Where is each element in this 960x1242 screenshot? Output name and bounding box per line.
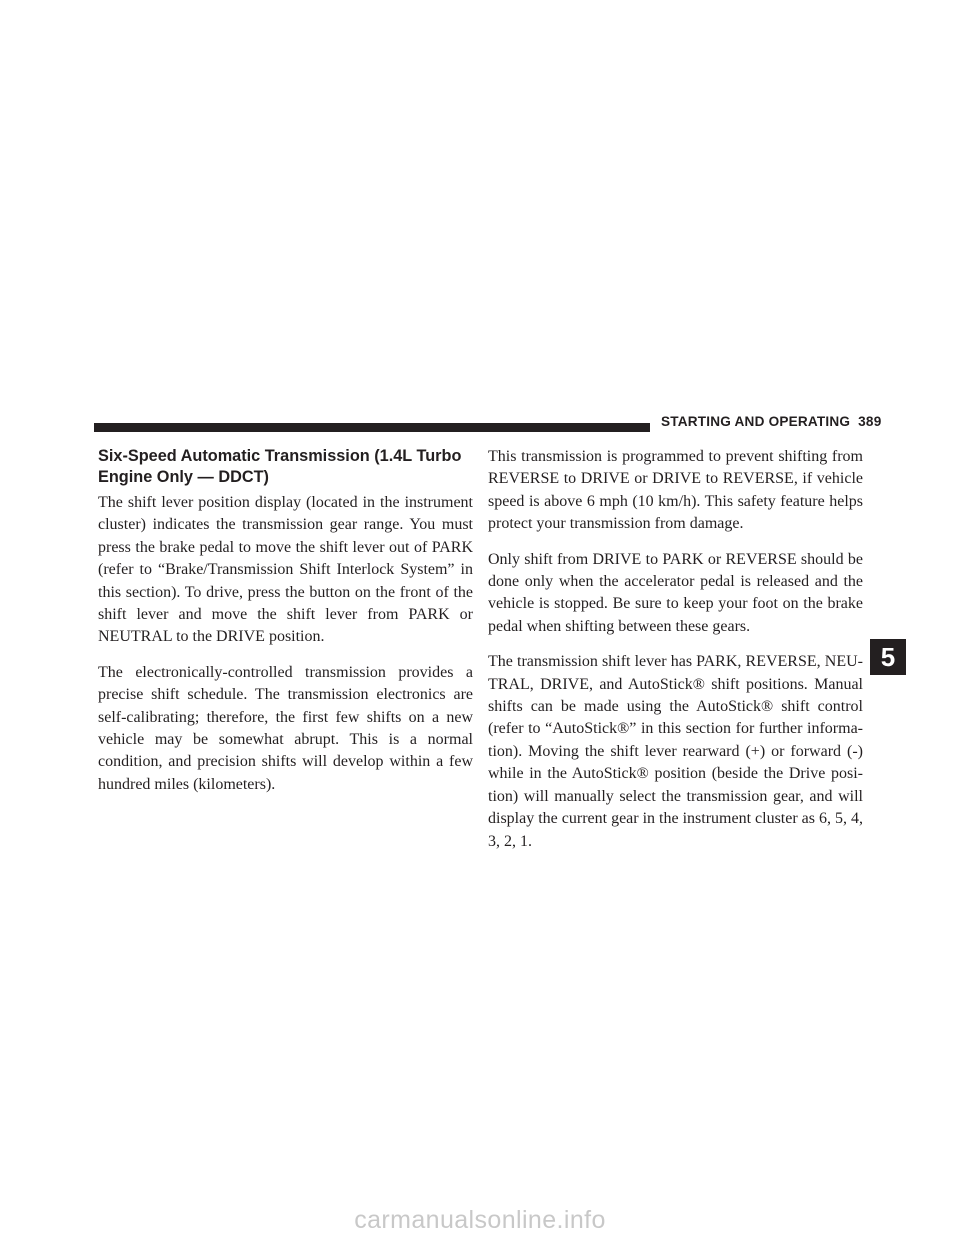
header-rule: [94, 423, 650, 432]
section-title: Six-Speed Automatic Transmission (1.4L Turbo Engine Only — DDCT): [98, 447, 462, 486]
page-number: 389: [858, 414, 882, 429]
running-header: [661, 414, 881, 429]
paragraph-reverse-drive-lockout: This transmission is programmed to prevent shifting from REVERSE to DRIVE or DRIVE to REVERSE, if vehicle speed is above 6 mph (10 km/h). This safety feature helps protect your transmission from damage.: [488, 448, 863, 533]
chapter-tab: 5: [870, 639, 906, 675]
header-section-title: STARTING AND OPERATING: [661, 414, 851, 429]
left-column: [98, 446, 473, 809]
right-column: [488, 446, 863, 866]
watermark: carmanualsonline.info: [354, 1206, 606, 1234]
paragraph-shift-lever-display: The shift lever position display (located in the instrument cluster) indicates the transmission gear range. You must press the brake pedal to move the shift lever out of PARK (refer to “Brake/Transmission Shift Interlock System” in this section). To drive, press the button on the front of the shift lever and move the shift lever from PARK or NEUTRAL to the DRIVE position.: [98, 494, 473, 646]
paragraph-electronic-transmission: The electronically-controlled transmission provides a precise shift schedule. The transmission electronics are self-calibrating; therefore, the first few shifts on a new vehicle may be somewhat abrupt. This is a normal condition, and precision shifts will develop within a few hundred miles (kilometers).: [98, 663, 473, 793]
paragraph-autostick-positions: The transmission shift lever has PARK, REVERSE, NEU-TRAL, DRIVE, and AutoStick® shift positions. Manual shifts can be made using the AutoStick® shift control (refer to “AutoStick®” in this section for further informa-tion). Moving the shift lever rearward (+) or forward (-) while in the AutoStick® position (beside the Drive posi-tion) will manually select the transmission gear, and will display the current gear in the instrument cluster as 6, 5, 4, 3, 2, 1.: [488, 653, 864, 850]
paragraph-park-reverse-shift: Only shift from DRIVE to PARK or REVERSE should be done only when the accelerator pedal is released and the vehicle is stopped. Be sure to keep your foot on the brake pedal when shifting between these gears.: [488, 550, 863, 635]
